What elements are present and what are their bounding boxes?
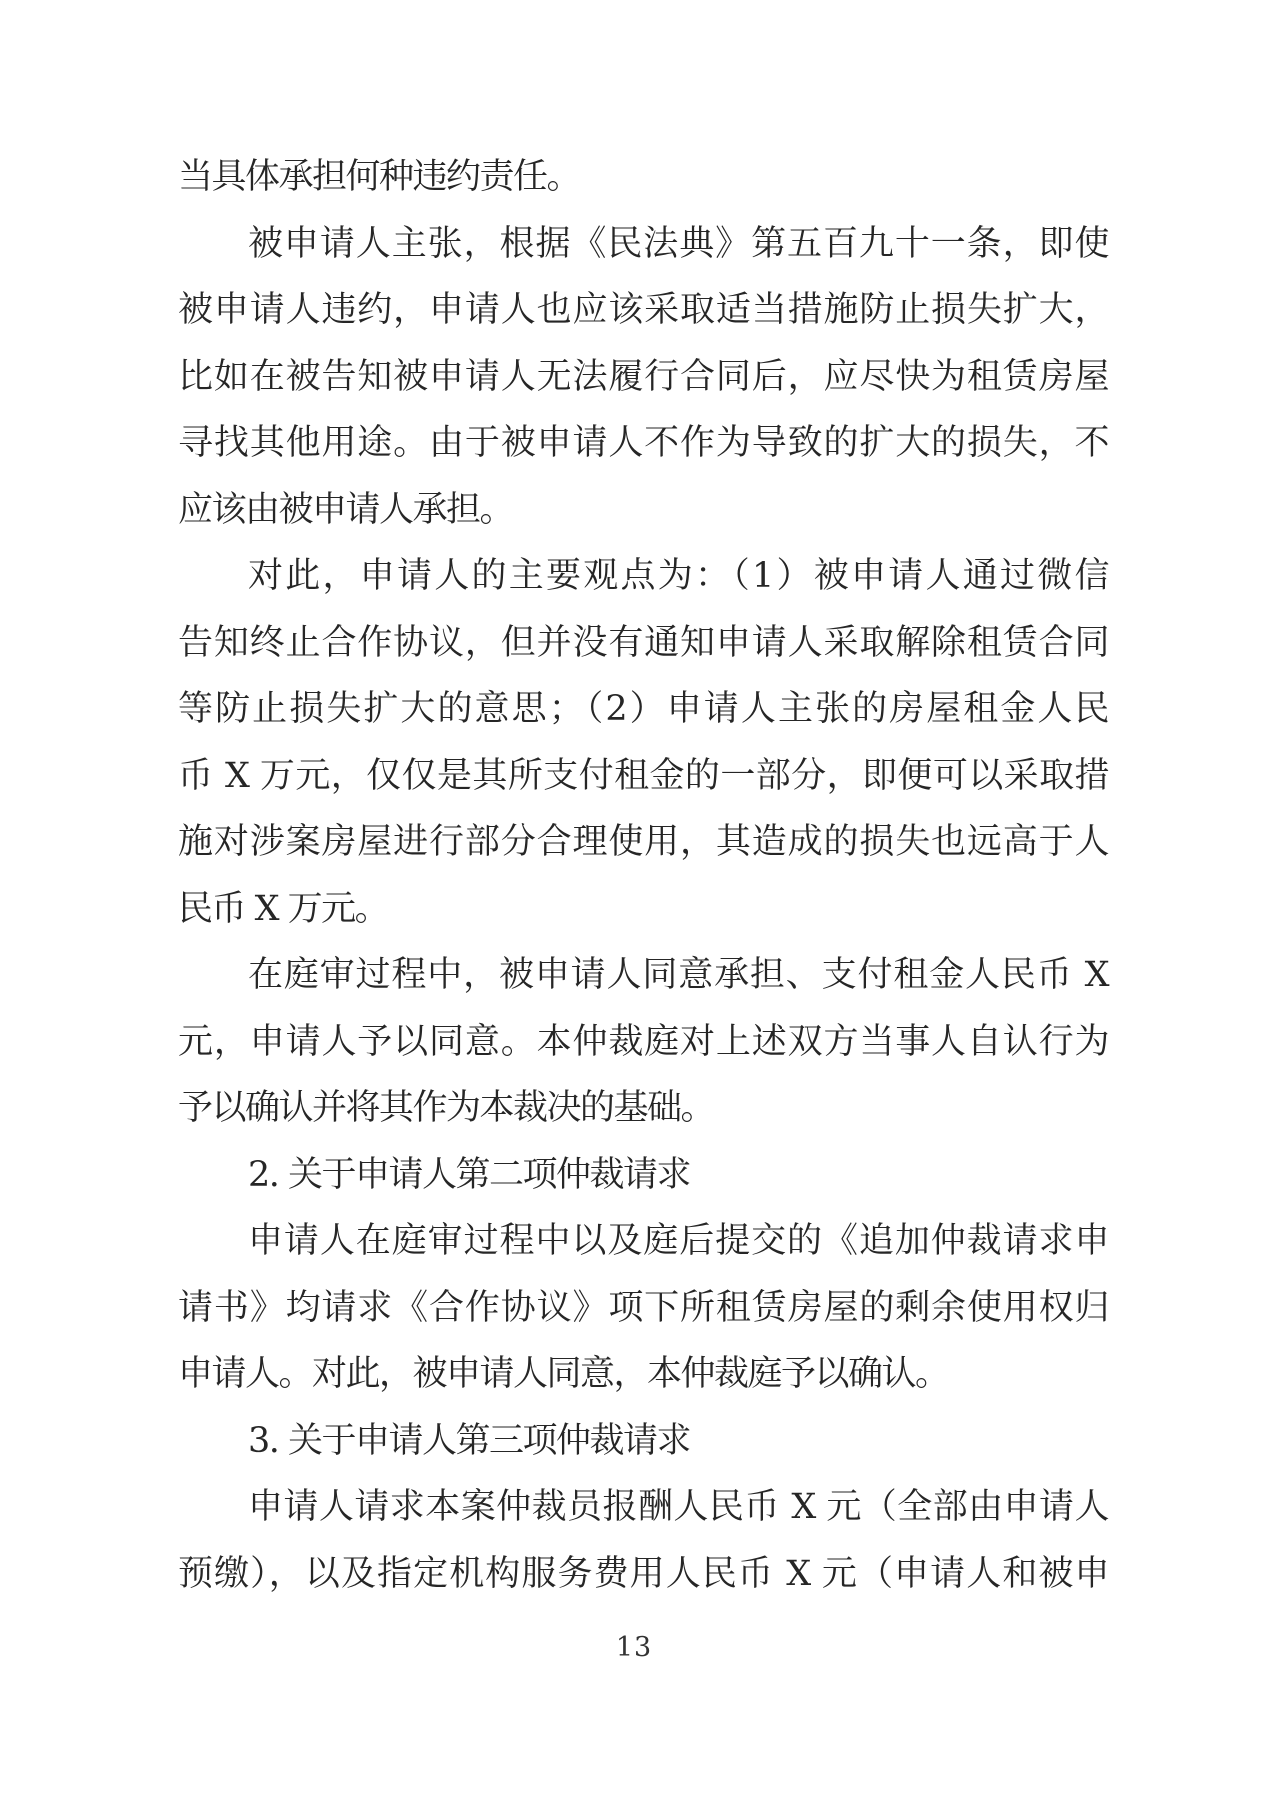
text-line: 申请人请求本案仲裁员报酬人民币 X 元（全部由申请人	[248, 1487, 1108, 1527]
section-heading: 3. 关于申请人第三项仲裁请求	[248, 1420, 691, 1461]
text-line: 对此，申请人的主要观点为：（1）被申请人通过微信	[248, 556, 1108, 596]
text-line: 申请人。对此，被申请人同意，本仲裁庭予以确认。	[178, 1354, 949, 1394]
text-line: 请书》均请求《合作协议》项下所租赁房屋的剩余使用权归	[178, 1287, 1108, 1328]
text-line: 币 X 万元，仅仅是其所支付租金的一部分，即便可以采取措	[178, 755, 1108, 796]
text-line: 申请人在庭审过程中以及庭后提交的《追加仲裁请求申	[248, 1221, 1108, 1261]
text-line: 应该由被申请人承担。	[178, 489, 514, 530]
text-line: 施对涉案房屋进行部分合理使用，其造成的损失也远高于人	[178, 822, 1108, 862]
text-line: 被申请人违约，申请人也应该采取适当措施防止损失扩大，	[178, 290, 1108, 330]
text-line: 比如在被告知被申请人无法履行合同后，应尽快为租赁房屋	[178, 356, 1108, 397]
text-line: 在庭审过程中，被申请人同意承担、支付租金人民币 X	[248, 955, 1108, 995]
page-number: 13	[615, 1632, 653, 1663]
text-line: 寻找其他用途。由于被申请人不作为导致的扩大的损失，不	[178, 423, 1108, 463]
text-line: 元，申请人予以同意。本仲裁庭对上述双方当事人自认行为	[178, 1021, 1108, 1062]
text-line: 被申请人主张，根据《民法典》第五百九十一条，即使	[248, 223, 1108, 264]
section-heading: 2. 关于申请人第二项仲裁请求	[248, 1154, 691, 1195]
text-line: 等防止损失扩大的意思；（2）申请人主张的房屋租金人民	[178, 689, 1108, 729]
text-line: 予以确认并将其作为本裁决的基础。	[178, 1088, 715, 1128]
text-line: 预缴），以及指定机构服务费用人民币 X 元（申请人和被申	[178, 1553, 1108, 1594]
text-line: 告知终止合作协议，但并没有通知申请人采取解除租赁合同	[178, 622, 1108, 663]
text-line: 当具体承担何种违约责任。	[178, 157, 581, 197]
text-line: 民币 X 万元。	[178, 888, 389, 929]
document-body	[178, 144, 1108, 1607]
